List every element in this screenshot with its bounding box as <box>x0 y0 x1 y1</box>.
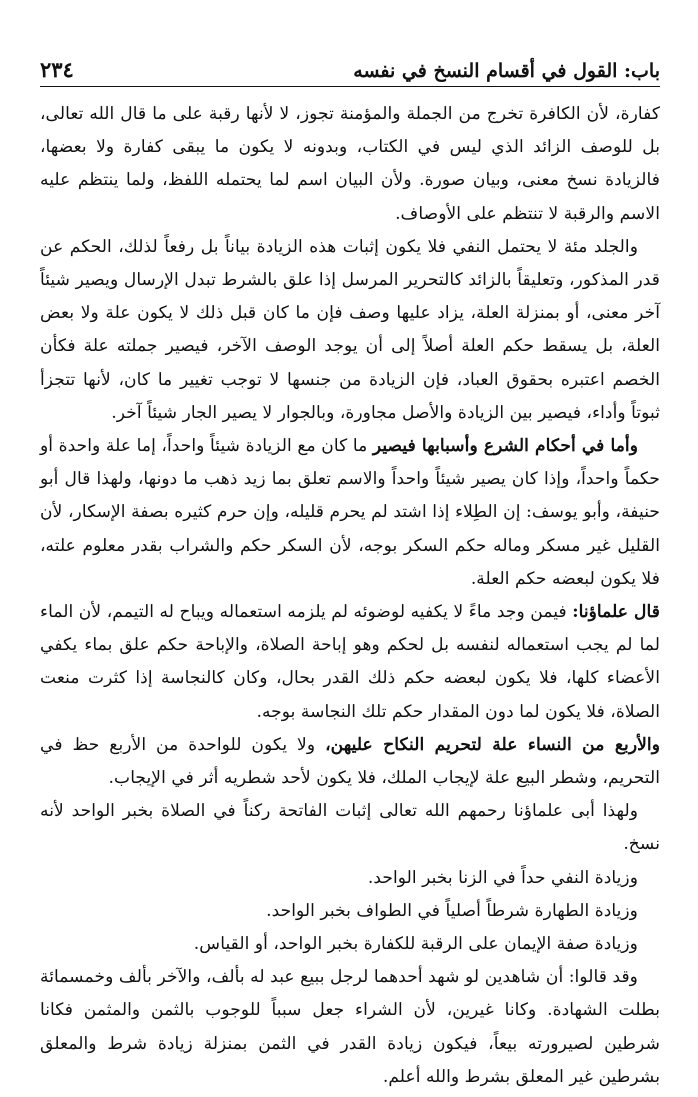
paragraph-5-text: ولا يكون للواحدة من الأربع حظ في التحريم، وشطر البيع علة لإيجاب الملك، فلا يكون لأحد شطريه أثر في الإيجاب. <box>40 734 660 789</box>
paragraph-6 <box>40 795 660 861</box>
list-item-2-text: وزيادة الطهارة شرطاً أصلياً في الطواف بخبر الواحد. <box>266 900 638 921</box>
page-header <box>40 52 660 87</box>
paragraph-3-lead: وأما في أحكام الشرع وأسبابها فيصير <box>372 436 638 457</box>
paragraph-3-text: ما كان مع الزيادة شيئاً واحداً، إما علة واحدة أو حكماً واحداً، وإذا كان يصير شيئاً واحداً والاسم تعلق بما زيد ذهب ما دونها، ولهذا قال أبو حنيفة، وأبو يوسف: إن الطِلاء إذا اشتد لم يحرم قليله، وإن حرم كثيره بصفة الإسكار، لأن القليل غير مسكر وماله حكم السكر بوجه، لأن السكر حكم والشراب بقدر معلوم علته، فلا يكون لبعضه حكم العلة. <box>40 436 660 589</box>
page-number: ٢٣٤ <box>40 57 74 82</box>
paragraph-4-lead: قال علماؤنا: <box>572 602 660 623</box>
running-title: باب: القول في أقسام النسخ في نفسه <box>353 60 660 82</box>
paragraph-1-text: كفارة، لأن الكافرة تخرج من الجملة والمؤمنة تجوز، لا لأنها رقبة على ما قال الله تعالى، بل للوصف الزائد الذي ليس في الكتاب، وبدونه لا يكون ما يبقى كفارة ولا بعضها، فالزيادة نسخ معنى، وبيان صورة. ولأن البيان اسم لما يحتمله اللفظ، ولما ينتظم عليه الاسم والرقبة لا تنتظم على الأوصاف. <box>40 104 660 224</box>
paragraph-5 <box>40 729 660 795</box>
paragraph-6-text: ولهذا أبى علماؤنا رحمهم الله تعالى إثبات الفاتحة ركناً في الصلاة بخبر الواحد لأنه نسخ. <box>40 801 660 855</box>
list-item-3-text: وزيادة صفة الإيمان على الرقبة للكفارة بخبر الواحد، أو القياس. <box>193 934 638 955</box>
paragraph-4-text: فيمن وجد ماءً لا يكفيه لوضوئه لم يلزمه استعماله ويباح له التيمم، لأن الماء لما لم يجب استعماله لنفسه بل لحكم وهو إباحة الصلاة، والإباحة حكم علق بماء يكفي الأعضاء كلها، فلا يكون لبعضه حكم ذلك القدر بحال، وكان كالنجاسة إذا كثرت منعت الصلاة، فلا يكون لما دون المقدار حكم تلك النجاسة بوجه. <box>40 602 660 722</box>
list-item-2 <box>40 895 660 928</box>
list-item-1 <box>40 862 660 895</box>
paragraph-2 <box>40 231 660 430</box>
paragraph-1 <box>40 98 660 231</box>
paragraph-10 <box>40 961 660 1094</box>
list-item-1-text: وزيادة النفي حداً في الزنا بخبر الواحد. <box>367 867 638 888</box>
paragraph-3 <box>40 430 660 596</box>
paragraph-2-text: والجلد مئة لا يحتمل النفي فلا يكون إثبات هذه الزيادة بياناً بل رفعاً لذلك، الحكم عن قدر المذكور، وتعليقاً بالزائد كالتحرير المرسل إذا علق بالشرط تبدل الإرسال ويصير شيئاً آخر معنى، أو بمنزلة العلة، يزاد عليها وصف فإن ما كان قبل ذلك لا يكون علة ولا بعض العلة، بل يسقط حكم العلة أصلاً إلى أن يوجد الوصف الآخر، فيصير جملته علة فكأن الخصم اعتبره بحقوق العباد، فإن الزيادة من جنسها لا توجب تغيير ما كان، لأنها تتجزأ ثبوتاً وأداء، فيصير بين الزيادة والأصل مجاورة، وبالجوار لا يصير الجار شيئاً آخر. <box>40 236 660 423</box>
paragraph-4 <box>40 596 660 729</box>
paragraph-10-text: وقد قالوا: أن شاهدين لو شهد أحدهما لرجل ببيع عبد له بألف، والآخر بألف وخمسمائة بطلت الشهادة. وكانا غيرين، لأن الشراء جعل سبباً للوجوب بالثمن والمثمن فكانا شرطين لصيرورته بيعاً، فيكون زيادة القدر في الثمن بمنزلة زيادة شرط والمعلق بشرطين غير المعلق بشرط والله أعلم. <box>40 967 660 1087</box>
body-text <box>40 98 660 1094</box>
paragraph-5-lead: والأربع من النساء علة لتحريم النكاح عليهن، <box>325 734 661 755</box>
list-item-3 <box>40 928 660 961</box>
